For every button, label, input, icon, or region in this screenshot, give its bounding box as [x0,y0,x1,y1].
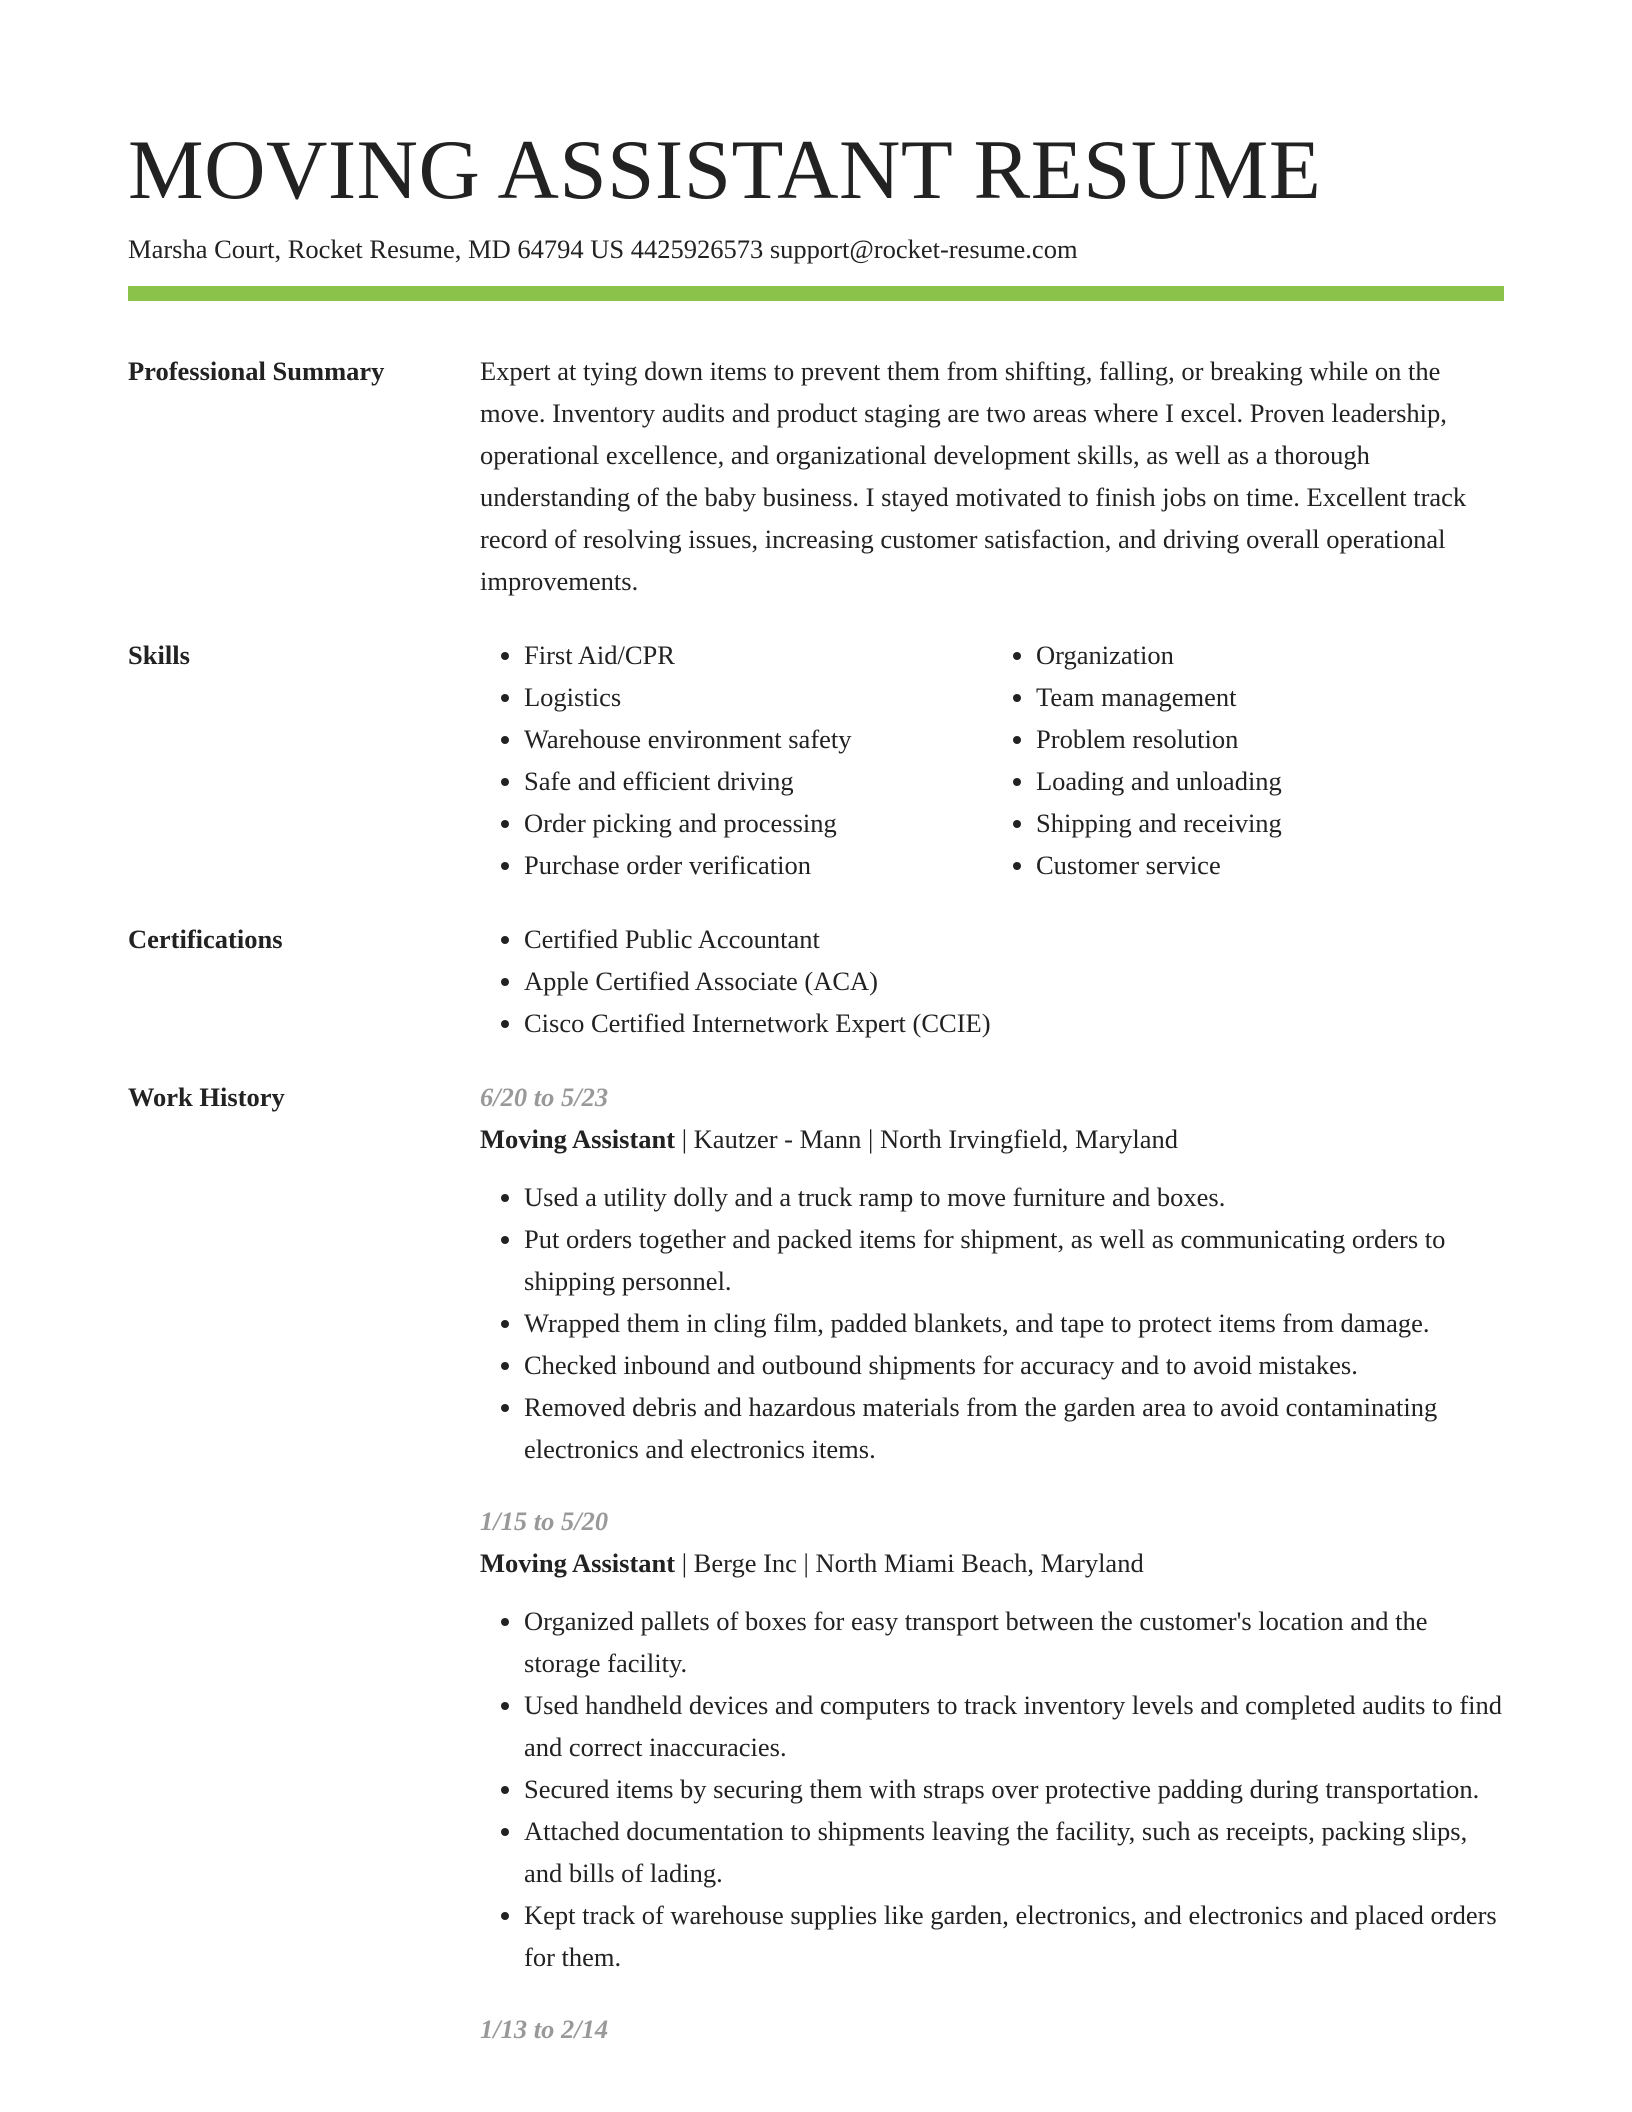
skill-item: • Safe and efficient driving [524,760,992,802]
skill-item: • Customer service [1036,844,1504,886]
job-entry [480,1500,1504,1978]
job-duty-item: • Organized pallets of boxes for easy transport between the customer's location and the storage facility. [524,1600,1504,1684]
skill-item: • Problem resolution [1036,718,1504,760]
job-duty-item: • Kept track of warehouse supplies like garden, electronics, and electronics and placed orders for them. [524,1894,1504,1978]
job-heading [480,1542,1504,1584]
job-dates: 1/15 to 5/20 [480,1506,609,1536]
job-duty-item: • Used a utility dolly and a truck ramp to move furniture and boxes. [524,1176,1504,1218]
skill-item: • Logistics [524,676,992,718]
job-duty-item: • Checked inbound and outbound shipments for accuracy and to avoid mistakes. [524,1344,1504,1386]
certifications-list [480,918,1504,1044]
summary-text: Expert at tying down items to prevent them from shifting, falling, or breaking while on the move. Inventory audits and product staging are two areas where I excel. Proven leadership, operational excellence, and organizational development skills, as well as a thorough understanding of the baby business. I stayed motivated to finish jobs on time. Excellent track record of resolving issues, increasing customer satisfaction, and driving overall operational improvements. [480,356,1467,596]
summary-body [480,350,1504,602]
work-history-body [480,1076,1504,2080]
job-details: | Kautzer - Mann | North Irvingfield, Maryland [675,1124,1179,1154]
skill-item: • Order picking and processing [524,802,992,844]
job-duty-item: • Attached documentation to shipments leaving the facility, such as receipts, packing slips, and bills of lading. [524,1810,1504,1894]
certification-item: • Cisco Certified Internetwork Expert (CCIE) [524,1002,1504,1044]
skill-item: • Loading and unloading [1036,760,1504,802]
skill-item: • Organization [1036,634,1504,676]
certification-item: • Certified Public Accountant [524,918,1504,960]
skill-item: • Purchase order verification [524,844,992,886]
skill-item: • Warehouse environment safety [524,718,992,760]
job-heading [480,1118,1504,1160]
job-dates: 6/20 to 5/23 [480,1082,609,1112]
skill-item: • Shipping and receiving [1036,802,1504,844]
skill-item: • Team management [1036,676,1504,718]
skills-columns [480,634,1504,886]
job-duties [480,1176,1504,1470]
accent-divider [128,286,1504,301]
job-duty-item: • Put orders together and packed items for shipment, as well as communicating orders to shipping personnel. [524,1218,1504,1302]
job-dates: 1/13 to 2/14 [480,2014,609,2044]
skills-list-right [992,634,1504,886]
job-duty-item: • Removed debris and hazardous materials from the garden area to avoid contaminating electronics and electronics items. [524,1386,1504,1470]
contact-info: Marsha Court, Rocket Resume, MD 64794 US 4425926573 support@rocket-resume.com [128,234,1078,264]
skills-body [480,634,1504,886]
job-title: Moving Assistant [480,1124,676,1154]
job-duty-item: • Wrapped them in cling film, padded blankets, and tape to protect items from damage. [524,1302,1504,1344]
work-history-heading: Work History [128,1082,285,1112]
job-duties [480,1600,1504,1978]
skill-item: • First Aid/CPR [524,634,992,676]
job-duty-item: • Used handheld devices and computers to track inventory levels and completed audits to find and correct inaccuracies. [524,1684,1504,1768]
skills-heading: Skills [128,640,190,670]
job-entry [480,1076,1504,1470]
certifications-body [480,918,1504,1044]
job-title: Moving Assistant [480,1548,676,1578]
summary-heading: Professional Summary [128,356,385,386]
job-details: | Berge Inc | North Miami Beach, Maryland [675,1548,1144,1578]
certifications-heading: Certifications [128,924,283,954]
job-duty-item: • Secured items by securing them with straps over protective padding during transportation. [524,1768,1504,1810]
certification-item: • Apple Certified Associate (ACA) [524,960,1504,1002]
page-title: MOVING ASSISTANT RESUME [128,123,1322,217]
skills-list-left [480,634,992,886]
job-entry [480,2008,1504,2050]
